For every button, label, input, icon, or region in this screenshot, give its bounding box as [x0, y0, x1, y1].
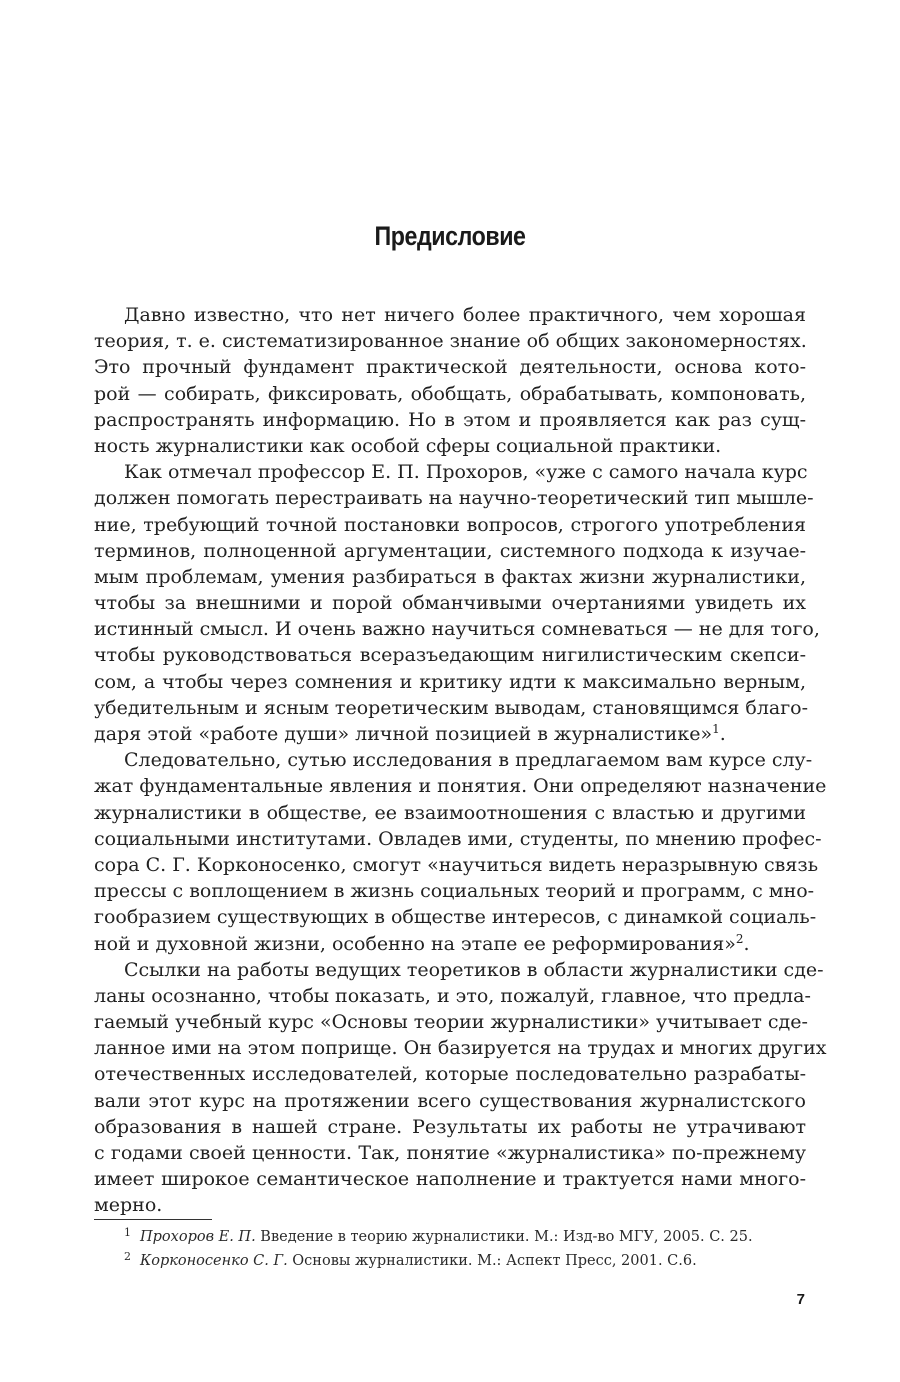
text-line: мерно.: [94, 1194, 163, 1217]
text-line: истинный смысл. И очень важно научиться сомневаться — не для того,: [94, 618, 820, 641]
text-line: жат фундаментальные явления и понятия. Они определяют назначение: [94, 775, 827, 798]
text-line: журналистики в обществе, ее взаимоотношения с властью и другими: [94, 801, 806, 824]
text-line: Ссылки на работы ведущих теоретиков в области журналистики сде-: [124, 958, 824, 981]
text-line: Как отмечал профессор Е. П. Прохоров, «уже с самого начала курс: [124, 461, 808, 484]
footnote-text: Основы журналистики. М.: Аспект Пресс, 2001. С.6.: [292, 1253, 697, 1269]
footnote-number: 2: [124, 1250, 131, 1263]
footnote-number: 1: [124, 1226, 131, 1239]
footnote-author: Прохоров Е. П.: [140, 1229, 256, 1245]
text-line: ность журналистики как особой сферы социальной практики.: [94, 434, 722, 457]
text-line: Следовательно, сутью исследования в предлагаемом вам курсе слу-: [124, 749, 813, 772]
text-line: чтобы за внешними и порой обманчивыми очертаниями увидеть их: [94, 592, 806, 615]
text-line: социальными институтами. Овладев ими, студенты, по мнению профес-: [94, 827, 822, 850]
footnote-text: Введение в теорию журналистики. М.: Изд-во МГУ, 2005. С. 25.: [260, 1229, 753, 1245]
text-line: ланы осознанно, чтобы показать, и это, пожалуй, главное, что предла-: [94, 984, 811, 1007]
text-line: распространять информацию. Но в этом и проявляется как раз сущ-: [94, 408, 806, 431]
footnote-ref[interactable]: 2: [735, 931, 744, 946]
footnote-author: Корконосенко С. Г.: [140, 1253, 288, 1269]
text-line: ние, требующий точной постановки вопросов, строгого употребления: [94, 513, 806, 536]
footnote: [94, 1225, 806, 1249]
paragraph: [94, 459, 820, 747]
text-line-with-ref: даря этой «работе души» личной позицией в журналистике»$^1$.: [94, 722, 726, 745]
text-line: гаемый учебный курс «Основы теории журналистики» учитывает сде-: [94, 1011, 808, 1034]
text-line: отечественных исследователей, которые последовательно разрабаты-: [94, 1063, 806, 1086]
text-line: терминов, полноценной аргументации, системного подхода к изучае-: [94, 539, 806, 562]
text-line: рой — собирать, фиксировать, обобщать, обрабатывать, компоновать,: [94, 382, 806, 405]
text-line: образования в нашей стране. Результаты их работы не утрачивают: [94, 1115, 806, 1138]
text-line: с годами своей ценности. Так, понятие «журналистика» по-прежнему: [94, 1142, 806, 1164]
paragraph: [94, 747, 827, 957]
page-number: 7: [796, 1291, 805, 1308]
text-line: Это прочный фундамент практической деятельности, основа кото-: [94, 356, 806, 379]
body-text: [94, 302, 827, 1219]
text-line: ланное ими на этом поприще. Он базируется на трудах и многих других: [94, 1037, 827, 1060]
footnote-divider: [94, 1219, 212, 1220]
footnote-ref[interactable]: 1: [712, 722, 720, 736]
text-line-with-ref: ной и духовной жизни, особенно на этапе ее реформирования»$^2$.: [94, 931, 750, 955]
text-line: теория, т. е. систематизированное знание об общих закономерностях.: [94, 330, 807, 353]
text-line: сора С. Г. Корконосенко, смогут «научиться видеть неразрывную связь: [94, 853, 819, 876]
text-line: чтобы руководствоваться всеразъедающим нигилистическим скепси-: [94, 644, 806, 667]
text-line: ной и духовной жизни, особенно на этапе ее реформирования»: [94, 932, 736, 955]
text-line: прессы с воплощением в жизнь социальных теорий и программ, с мно-: [94, 880, 815, 903]
text-line: должен помогать перестраивать на научно-теоретический тип мышле-: [94, 487, 814, 510]
text-line: Давно известно, что нет ничего более практичного, чем хорошая: [124, 304, 806, 326]
text-line: даря этой «работе души» личной позицией в журналистике»: [94, 723, 713, 745]
paragraph: [94, 302, 806, 459]
text-line: вали этот курс на протяжении всего существования журналистского: [94, 1089, 806, 1112]
paragraph: [94, 957, 827, 1219]
text-line: мым проблемам, умения разбираться в фактах жизни журналистики,: [94, 565, 806, 588]
text-line: убедительным и ясным теоретическим выводам, становящимся благо-: [94, 696, 809, 719]
page-title: Предисловие: [374, 221, 526, 251]
footnotes: [94, 1225, 806, 1273]
text-line: сом, а чтобы через сомнения и критику идти к максимально верным,: [94, 670, 806, 693]
text-line: гообразием существующих в обществе интересов, с динамкой социаль-: [94, 906, 817, 929]
text-line: имеет широкое семантическое наполнение и трактуется нами много-: [94, 1168, 806, 1191]
footnote: [94, 1249, 806, 1273]
